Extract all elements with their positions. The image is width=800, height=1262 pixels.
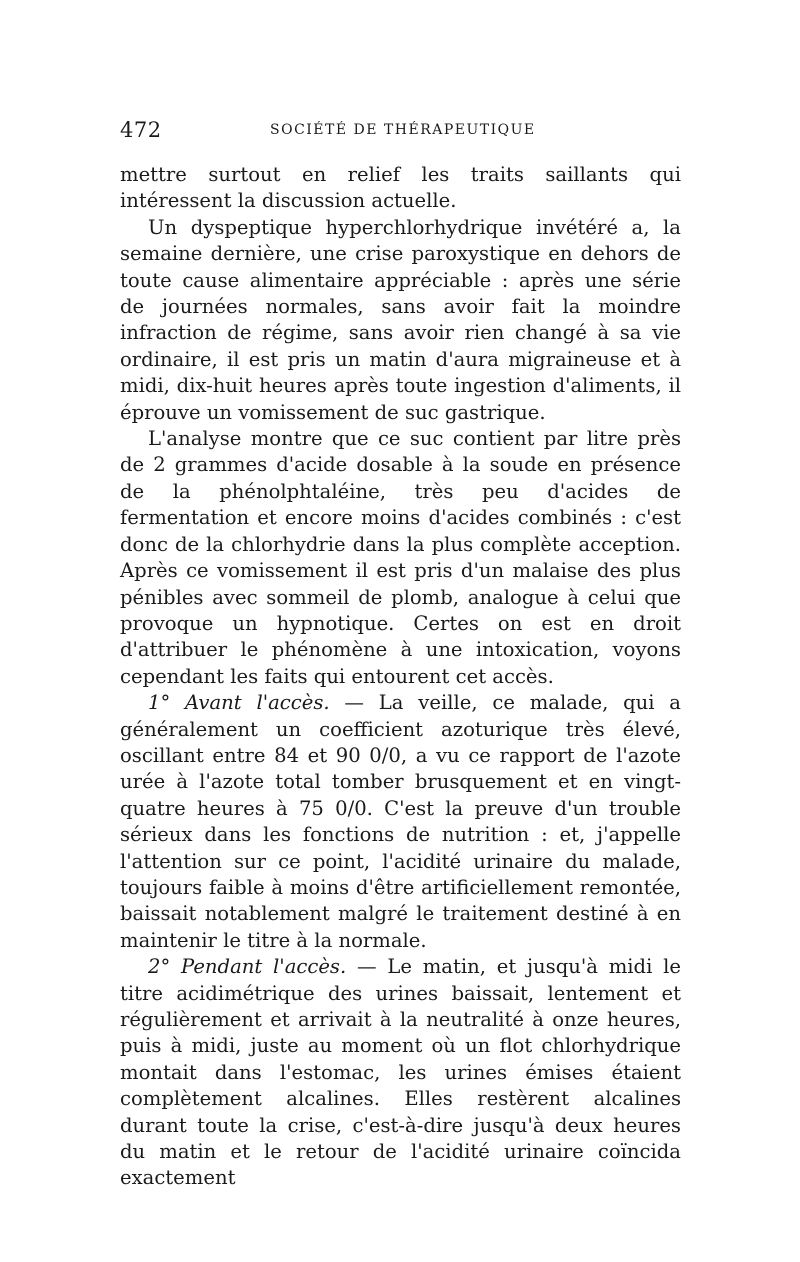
paragraph-continuation bbox=[120, 162, 681, 215]
paragraph-text: L'analyse montre que ce suc contient par litre près de 2 grammes d'acide dosable à la soude en présence de la phénolphtaléine, très peu d'acides de fermentation et encore moins d'acides combinés : c'est donc de la chlorhydrie dans la plus complète acception. Après ce vomissement il est pris d'un malaise des plus pénibles avec sommeil de plomb, analogue à celui que provoque un hypnotique. Certes on est en droit d'attribuer le phénomène à une intoxication, voyons cependant les faits qui entourent cet accès. bbox=[120, 427, 681, 688]
book-page bbox=[120, 118, 681, 1192]
paragraph-crisis-description bbox=[120, 215, 681, 426]
paragraph-analysis bbox=[120, 426, 681, 690]
page-number: 472 bbox=[120, 118, 162, 142]
page-header bbox=[120, 118, 681, 148]
paragraph-text: Un dyspeptique hyperchlorhydrique invétéré a, la semaine dernière, une crise paroxystique en dehors de toute cause alimentaire appréciable : après une série de journées normales, sans avoir fait la moindre infraction de régime, sans avoir rien changé à sa vie ordinaire, il est pris un matin d'aura migraineuse et à midi, dix-huit heures après toute ingestion d'aliments, il éprouve un vomissement de suc gastrique. bbox=[120, 215, 681, 424]
section-label-before: 1° Avant l'accès. bbox=[148, 691, 330, 715]
paragraph-during-access bbox=[120, 954, 681, 1192]
paragraph-text: — La veille, ce malade, qui a généralement un coefficient azoturique très élevé, oscillant entre 84 et 90 0/0, a vu ce rapport de l'azote urée à l'azote total tomber brusquement et en vingt-quatre heures à 75 0/0. C'est la preuve d'un trouble sérieux dans les fonctions de nutrition : et, j'appelle l'attention sur ce point, l'acidité urinaire du malade, toujours faible à moins d'être artificiellement remontée, baissait notablement malgré le traitement destiné à en maintenir le titre à la normale. bbox=[120, 691, 681, 952]
paragraph-text: — Le matin, et jusqu'à midi le titre acidimétrique des urines baissait, lentement et régulièrement et arrivait à la neutralité à onze heures, puis à midi, juste au moment où un flot chlorhydrique montait dans l'estomac, les urines émises étaient complètement alcalines. Elles restèrent alcalines durant toute la crise, c'est-à-dire jusqu'à deux heures du matin et le retour de l'acidité urinaire coïncida exactement bbox=[120, 955, 681, 1190]
paragraph-text: mettre surtout en relief les traits saillants qui intéressent la discussion actuelle. bbox=[120, 163, 681, 213]
section-label-during: 2° Pendant l'accès. bbox=[148, 955, 347, 979]
paragraph-before-access bbox=[120, 690, 681, 954]
running-title: SOCIÉTÉ DE THÉRAPEUTIQUE bbox=[270, 122, 536, 138]
